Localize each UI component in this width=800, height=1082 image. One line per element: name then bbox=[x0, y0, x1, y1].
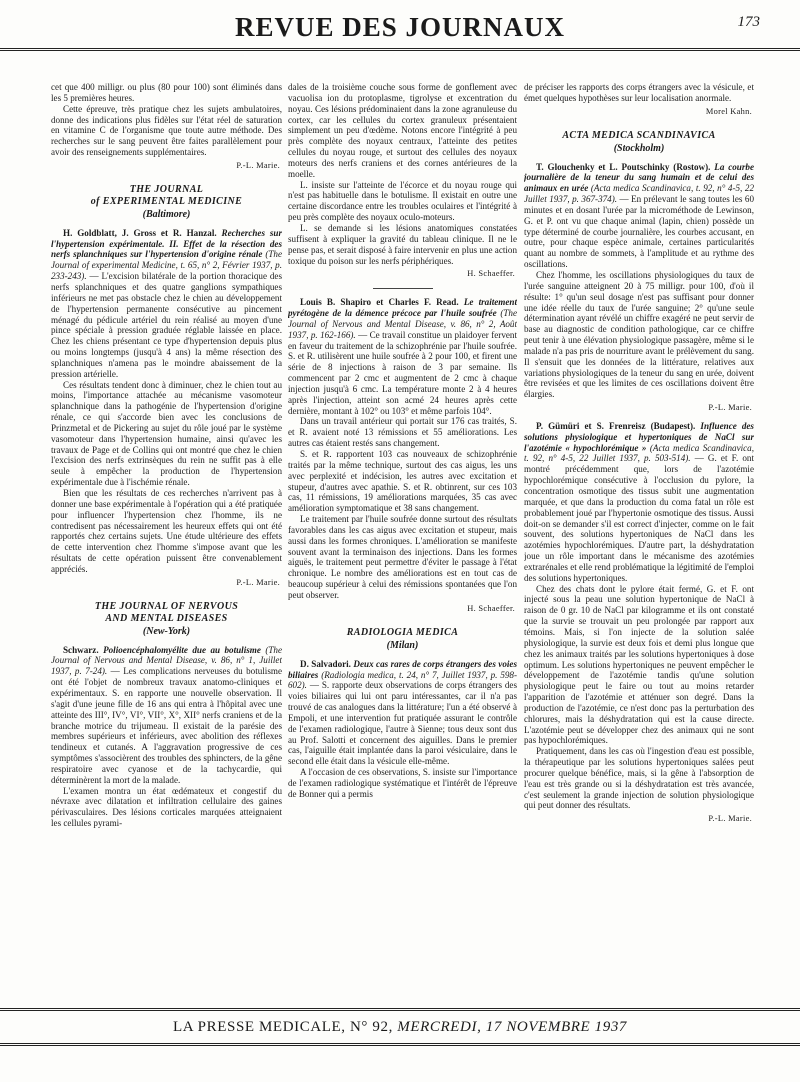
paragraph: Pratiquement, dans les cas où l'ingestion d'eau est possible, la thérapeutique par les solutions hypertoniques salées peut procurer quelque bénéfice, mais, si la gêne à l'absorption de l'eau est très grande ou si la déshydratation est très avancée, c'est seulement la grande injection de solution physiologique qui peut donner des résultats. bbox=[524, 746, 754, 811]
page-header-title: REVUE DES JOURNAUX bbox=[234, 12, 566, 42]
column-left bbox=[51, 82, 282, 1002]
footer-journal: LA PRESSE MEDICALE, N° bbox=[172, 1019, 369, 1035]
footer-rule bbox=[0, 1008, 800, 1011]
paragraph: L. insiste sur l'atteinte de l'écorce et du noyau rouge qui n'est pas habituelle dans le botulisme. Il existait en outre une certaine discordance entre les troubles oculaires et l'intégrité à peu près complète des noyaux oculo-moteurs. bbox=[288, 179, 517, 223]
paragraph: L. se demande si les lésions anatomiques constatées suffisent à expliquer la gravité du tableau clinique. Il ne le pense pas, et serait disposé à faire intervenir en plus une action toxique du poison sur les nerfs périphériques. bbox=[288, 222, 517, 266]
journal-heading: ACTA MEDICA SCANDINAVICA bbox=[562, 129, 716, 141]
abstract-goldblatt: H. Goldblatt, J. Gross et R. Hanzal. Recherches sur l'hypertension expérimentale. II. Effet de la résection des nerfs splanchniques sur l'hypertension d'origine rénale (The Journal of experimental Medicine, t. 65, n° 2, Février 1937, p. 233-243). — L'excision bilatérale de la portion thoracique des nerfs splanchniques et des quatre ganglions sympathiques inférieurs ne met pas obstacle chez le chien au développement de l'hypertension permanente consécutive au pincement ménagé du pédicule artériel du rein réalisé au moyen d'une pince spéciale à pression graduée réglable laissée en place. Chez les chiens présentant ce type d'hypertension depuis plus ou moins longtemps (jusqu'à 4 ans) la même résection des splanchniques n'amena pas le moindre abaissement de la pression artérielle. bbox=[51, 227, 282, 379]
author-signature: H. Schaeffer. bbox=[467, 269, 515, 279]
author-signature: H. Schaeffer. bbox=[467, 603, 515, 613]
journal-heading: RADIOLOGIA MEDICA bbox=[346, 626, 459, 638]
paragraph: Chez l'homme, les oscillations physiologiques du taux de l'urée sanguine atteignent 20 à 75 milligr. pour 100, d'où il résulte: 1° qu'un seul dosage n'est pas suffisant pour donner une idée réelle du taux de l'urée sanguine; 2° qu'une seule détermination ayant révélé un chiffre exagéré ne peut servir de base au diagnostic de condition pathologique, car ce chiffre peut tenir à une élévation physiologique passagère, même si le malade n'a pas pris de nourriture avant le prélèvement du sang. Il s'ensuit que les données de la littérature, relatives aux variations physiologiques de la teneur du sang en urée, doivent être revisées et que les limites de ces oscillations doivent être élargies. bbox=[524, 269, 754, 400]
journal-heading: THE JOURNAL OF NERVOUS bbox=[94, 600, 239, 612]
article-continuation: de préciser les rapports des corps étrangers avec la vésicule, et émet quelques hypothèses sur leur localisation anormale. bbox=[524, 82, 754, 103]
section-divider bbox=[373, 288, 433, 289]
paragraph: Cette épreuve, très pratique chez les sujets ambulatoires, donne des indications plus fidèles sur l'état réel de saturation en vitamine C de l'organisme que toute autre méthode. Des recherches sur le sang peuvent être faites parallèlement pour avoir des renseignements supplémentaires. bbox=[51, 103, 282, 158]
paragraph: Ces résultats tendent donc à diminuer, chez le chien tout au moins, l'importance attachée au mécanisme vasomoteur splanchnique dans la pathogénie de l'hypertension d'origine rénale, ce qui s'accorde bien avec les conclusions de Prinzmetal et de Pickering au sujet du rôle joué par le système vasomoteur dans l'hypertension humaine, ainsi qu'avec les travaux de Page et de Collins qui ont montré que chez le chien l'excision des nerfs extrinsèques du rein ne suffit pas à elle seule à empêcher la production de l'hypertension expérimentale due à l'ischémie rénale. bbox=[51, 379, 282, 488]
paragraph: Chez des chats dont le pylore était fermé, G. et F. ont injecté sous la peau une solution hypertonique de NaCl à raison de 0 gr. 10 de NaCl par kilogramme et ils ont constaté que la survie se trouvait un peu prolongée par rapport aux témoins. Mais, si l'on injecte de la solution salée physiologique, la survie est deux fois et demi plus longue que chez les animaux traités par les solutions hypertoniques à dose optimum. Les solutions hypertoniques ne peuvent empêcher le développement de l'azotémie tandis qu'une solution physiologique peut le faire ou tout au moins retarder l'apparition de l'azotémie et atténuer son degré. Dans la production de l'azotémie, ce n'est donc pas la perturbation des chlorures, mais la déshydratation qui est la cause directe. L'azotémie peut se développer chez des animaux qui ne sont pas hypochlorémiques. bbox=[524, 583, 754, 746]
author-signature: Morel Kahn. bbox=[705, 106, 752, 116]
paragraph: A l'occasion de ces observations, S. insiste sur l'importance de l'examen radiologique systématique et l'intérêt de l'épreuve de Bonner qui a permis bbox=[288, 767, 517, 799]
abstract-schwarz: Schwarz. Polioencéphalomyélite due au botulisme (The Journal of Nervous and Mental Disease, v. 86, n° 1, Juillet 1937, p. 7-24). — Les complications nerveuses du botulisme ont été l'objet de nombreux travaux anatomo-cliniques et expérimentaux. S. en rapporte une nouvelle observation. Il s'agit d'une jeune fille de 16 ans qui entra à l'hôpital avec une atteinte des III°, IV°, VI°, VII°, X°, XII° nerfs craniens et de la branche motrice du trijumeau. Il existait de la parésie des membres supérieurs et inférieurs, avec abolition des réflexes tendineux et cutanés. A l'aggravation progressive de ces symptômes s'associèrent des troubles des sphincters, de la gêne respiratoire avec cyanose et de la tachycardie, qui déterminèrent la mort de la malade. bbox=[51, 644, 282, 785]
footer-rule-bottom bbox=[0, 1043, 800, 1046]
paragraph: Bien que les résultats de ces recherches n'arrivent pas à donner une base expérimentale à l'opération qui a été pratiquée pour influencer l'hypertension chez l'homme, ils ne contredisent pas nécessairement les heureux effets qui ont été rapportés chez certains sujets. Une étude ultérieure des effets de cette intervention chez l'homme s'impose avant que les résultats de cette opération puissent être convenablement appréciés. bbox=[51, 488, 282, 574]
journal-location: (Milan) bbox=[386, 639, 419, 651]
author-signature: P.-L. Marie. bbox=[708, 814, 752, 824]
author-signature: P.-L. Marie. bbox=[236, 577, 280, 587]
journal-heading-line2: of EXPERIMENTAL MEDICINE bbox=[90, 195, 243, 207]
journal-location: (Baltimore) bbox=[142, 208, 191, 220]
page-number: 173 bbox=[737, 14, 760, 30]
journal-heading: THE JOURNAL bbox=[129, 183, 204, 195]
abstract-gumuri: P. Gümüri et S. Frenreisz (Budapest). Influence des solutions physiologique et hypertoniques de NaCl sur l'azotémie « hypochlorémique » (Acta medica Scandinavica, t. 92, n° 4-5, 22 Juillet 1937, p. 503-514). — G. et F. ont montré précédemment que, lors de l'azotémie hypochlorémique consécutive à l'occlusion du pylore, la concentration osmotique des tissus subit une augmentation marquée, et que dans la production du coma fatal un rôle est probablement joué par l'hypertonie osmotique des tissus. Aussi doit-on se demander s'il est correct d'injecter, comme on le fait souvent, des solutions hypertoniques de NaCl dans les azotémies hypochlorémiques. D'autre part, la déshydratation joue un rôle important dans le mécanisme des azotémies extrarénales et elle rend problématique la légitimité de l'emploi des solutions hypertoniques. bbox=[524, 420, 754, 583]
journal-location: (Stockholm) bbox=[613, 142, 665, 154]
paragraph: Le traitement par l'huile soufrée donne surtout des résultats favorables dans les cas aigus avec excitation et stupeur, mais aussi dans les formes chroniques. L'amélioration se manifeste souvent avant la terminaison des injections. Dans les formes aiguës, le traitement peut permettre d'éviter le passage à l'état chronique. Le nombre des améliorations est en tout cas de beaucoup supérieur à celui des rémissions spontanées que l'on peut observer. bbox=[288, 514, 517, 600]
column-right bbox=[524, 82, 754, 1002]
article-continuation: dales de la troisième couche sous forme de gonflement avec vacuolisa ion du protoplasme, tigrolyse et excentration du noyau. Ces lésions prédominaient dans la zone agranuleuse du cortex, car les cellules du cortex granuleux présentaient simplement un peu d'œdème. Notons encore l'intégrité à peu près complète des noyaux centraux, l'atteinte des petites cellules du noyau rouge, et surtout des cellules des noyaux moteurs des nerfs craniens et des cornes antérieures de la moelle. bbox=[288, 82, 517, 179]
journal-heading-line2: AND MENTAL DISEASES bbox=[105, 612, 228, 624]
page-footer bbox=[0, 1017, 800, 1037]
paragraph: Dans un travail antérieur qui portait sur 176 cas traités, S. et R. avaient noté 13 rémissions et 55 améliorations. Les autres cas étaient restés sans changement. bbox=[288, 416, 517, 449]
author-signature: P.-L. Marie. bbox=[236, 160, 280, 170]
paragraph: L'examen montra un état œdémateux et congestif du névraxe avec dilatation et infiltration cellulaire des gaines périvasculaires. Des lésions corticales marquées atteignaient les cellules pyrami- bbox=[51, 785, 282, 829]
abstract-salvadori: D. Salvadori. Deux cas rares de corps étrangers des voies biliaires (Radiologia medica, t. 24, n° 7, Juillet 1937, p. 598-602). — S. rapporte deux observations de corps étrangers des voies biliaires qui lui ont paru intéressantes, car il n'a pas trouvé de cas analogues dans la littérature; l'un a été observé à Empoli, et une intervention fut pratiquée assurant le contrôle de l'examen radiologique, l'autre à Sienne; tous deux sont dus au Prof. Salotti et concernent des aiguilles. Dans le premier cas, l'aiguille était implantée dans la paroi vésiculaire, dans le second elle était dans la vésicule elle-même. bbox=[288, 658, 517, 767]
paragraph: S. et R. rapportent 103 cas nouveaux de schizophrénie traités par la même technique, surtout des cas aigus, les uns avec perplexité et indécision, les autres avec excitation et stupeur, d'autres avec apathie. S. et R. obtinrent, sur ces 103 cas, 11 rémissions, 19 améliorations marquées, 35 cas avec amélioration symptomatique et 38 sans changement. bbox=[288, 449, 517, 514]
journal-location: (New-York) bbox=[142, 625, 191, 637]
footer-issue: 92, bbox=[372, 1019, 393, 1035]
header-rule bbox=[0, 48, 800, 51]
abstract-glouchenky: T. Glouchenky et L. Poutschinky (Rostow). La courbe journalière de la teneur du sang humain et de celui des animaux en urée (Acta medica Scandinavica, t. 92, n° 4-5, 22 Juillet 1937, p. 367-374). — En prélevant le sang toutes les 60 minutes et en dosant l'urée par la microméthode de Lewinson, G. et P. ont vu que chaque animal (lapin, chien) possède un type déterminé de courbe journalière, les courbes accusant, en outre, pour chaque espèce animale, certaines particularités quant au nombre de sommets, à l'amplitude et au rythme des oscillations. bbox=[524, 161, 754, 270]
abstract-shapiro: Louis B. Shapiro et Charles F. Read. Le traitement pyrétogène de la démence précoce par l'huile soufrée (The Journal of Nervous and Mental Disease, v. 86, n° 2, Août 1937, p. 162-166). — Ce travail constitue un plaidoyer fervent en faveur du traitement de la schizophrénie par l'huile soufrée. S. et R. utilisèrent une huile soufrée à 2 pour 100, et firent une série de 8 injections à raison de 3 par semaine. Ils commencent par 2 cmc et augmentent de 2 cmc à chaque injection jusqu'à 6 cmc. La température monte 2 à 4 heures après l'injection, atteint son acmé 24 heures après cette dernière, montant à 102° ou 103° et même parfois 104°. bbox=[288, 297, 517, 416]
author-signature: P.-L. Marie. bbox=[708, 403, 752, 413]
article-continuation: cet que 400 milligr. ou plus (80 pour 100) sont éliminés dans les 5 premières heures. bbox=[51, 82, 282, 103]
column-middle bbox=[288, 82, 517, 1002]
footer-date: MERCREDI, 17 NOVEMBRE 1937 bbox=[397, 1019, 628, 1035]
